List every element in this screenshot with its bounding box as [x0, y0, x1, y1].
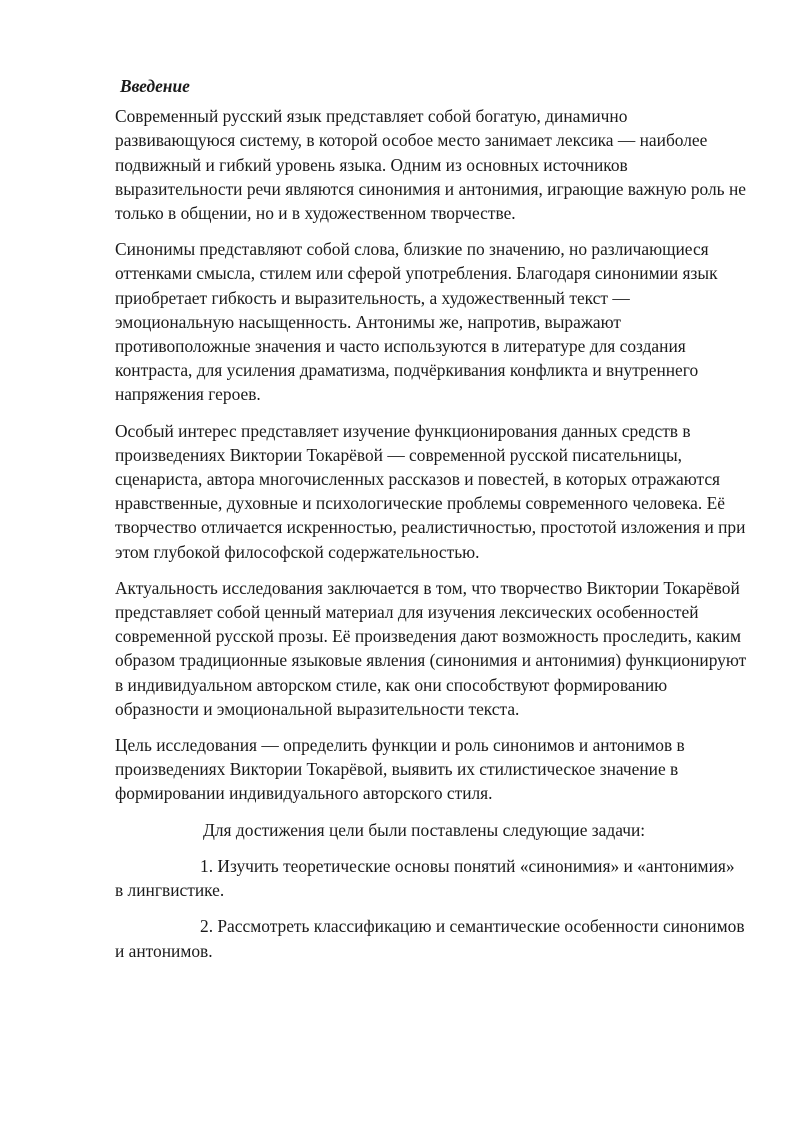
task-item: 2. Рассмотреть классификацию и семантические особенности синонимов и антонимов. [115, 916, 745, 961]
document-page [115, 74, 747, 975]
paragraph-goal: Цель исследования — определить функции и роль синонимов и антонимов в произведениях Виктории Токарёвой, выявить их стилистическое значение в формировании индивидуального авторского стиля. [115, 735, 685, 804]
paragraph-relevance: Актуальность исследования заключается в том, что творчество Виктории Токарёвой представляет собой ценный материал для изучения лексических особенностей современной русской прозы. Её произведения дают возможность проследить, каким образом традиционные языковые явления (синонимия и антонимия) функционируют в индивидуальном авторском стиле, как они способствуют формированию образности и эмоциональной выразительности текста. [115, 577, 747, 719]
section-heading: Введение [120, 76, 190, 96]
paragraph-author-interest: Особый интерес представляет изучение функционирования данных средств в произведениях Виктории Токарёвой — современной русской писательницы, сценариста, автора многочисленных рассказов и повестей, в которых отражаются нравственные, духовные и психологические проблемы современного человека. Её творчество отличается искренностью, реалистичностью, простотой изложения и при этом глубокой философской содержательностью. [115, 420, 746, 562]
task-item: 1. Изучить теоретические основы понятий «синонимия» и «антонимия» в лингвистике. [115, 855, 735, 901]
paragraph-intro: Современный русский язык представляет собой богатую, динамично развивающуюся систему, в которой особое место занимает лексика — наиболее подвижный и гибкий уровень языка. Одним из основных источников выразительности речи являются синонимия и антонимия, играющие важную роль не только в общении, но и в художественном творчестве. [115, 106, 746, 224]
paragraph-synonyms: Синонимы представляют собой слова, близкие по значению, но различающиеся оттенками смысла, стилем или сферой употребления. Благодаря синонимии язык приобретает гибкость и выразительность, а художественный текст — эмоциональную насыщенность. Антонимы же, напротив, выражают противоположные значения и часто используются в литературе для создания контраста, для усиления драматизма, подчёркивания конфликта и внутреннего напряжения героев. [115, 239, 718, 405]
tasks-intro: Для достижения цели были поставлены следующие задачи: [203, 819, 646, 840]
